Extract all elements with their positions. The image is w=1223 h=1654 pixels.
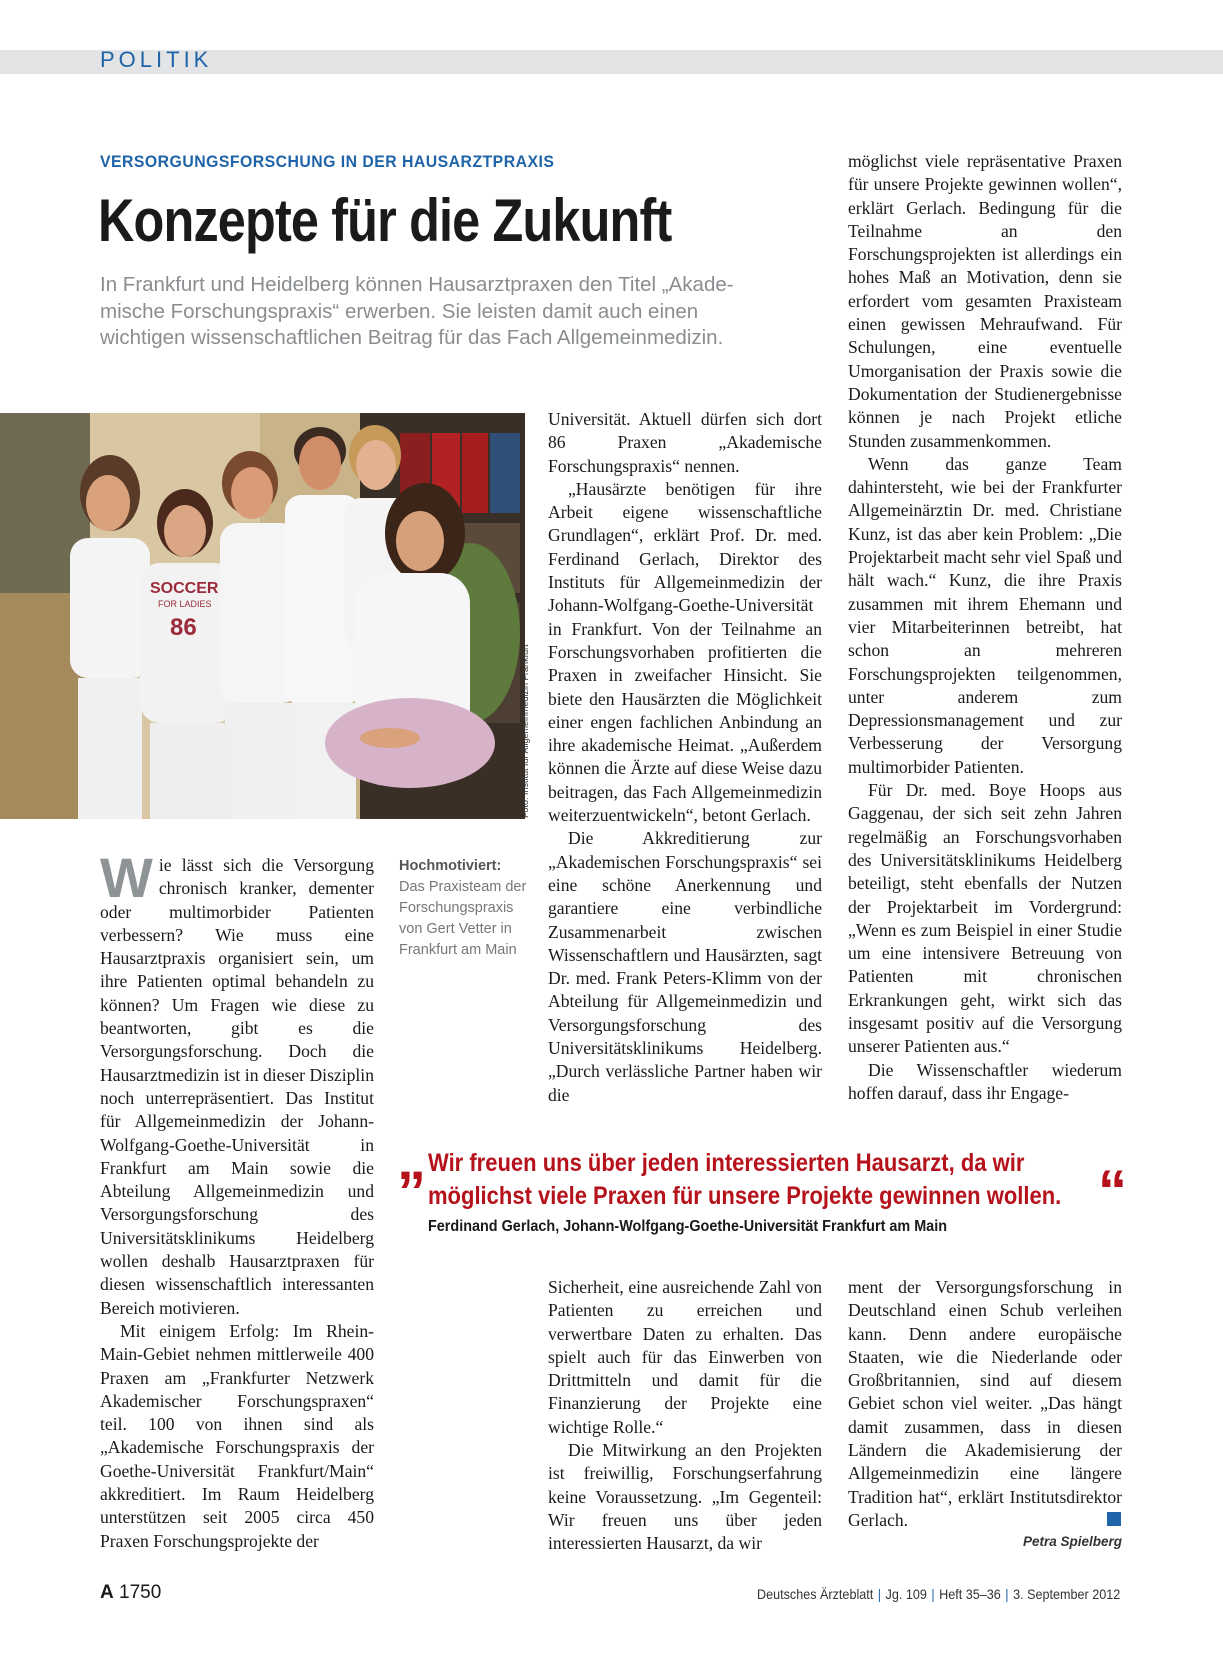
pull-quote-line: möglichst viele Praxen für unsere Projekte gewinnen wollen. (428, 1182, 1062, 1210)
journal-volume: Jg. 109 (885, 1586, 927, 1602)
drop-cap: W (100, 846, 153, 909)
caption-title: Hochmotiviert: (399, 858, 502, 874)
shirt-text: FOR LADIES (158, 599, 212, 609)
divider: | (1005, 1586, 1009, 1602)
paragraph: Sicherheit, eine ausreichende Zahl von Patienten zu erreichen und verwertbare Daten zu erhalten. Das spielt auch für das Einwerben von Drittmitteln und damit für die Finanzierung der Projekte eine wichtige Rolle.“ (548, 1277, 822, 1437)
page-number (100, 1582, 161, 1604)
divider: | (877, 1586, 882, 1602)
paragraph: ie lässt sich die Versorgung chronisch kranker, dementer oder multimorbider Patienten verbessern? Wie muss eine Hausarztpraxis organisiert sein, um ihre Patienten optimal behandeln zu können? Um Fragen wie diese zu beantworten, gibt es die Versorgungsforschung. Doch die Hausarztmedizin ist in dieser Disziplin noch unterrepräsentiert. Das Institut für Allgemeinmedizin der Johann-Wolfgang-Goethe-Universität in Frankfurt am Main sowie die Abteilung Allgemeinmedizin und Versorgungsforschung des Universitätsklinikums Heidelberg wollen deshalb Hausarztpraxen für diesen wissenschaftlich interessanten Bereich motivieren. (100, 855, 374, 1318)
author-name: Petra Spielberg (1022, 1534, 1122, 1549)
paragraph: ment der Versorgungsforschung in Deutschland einen Schub verleihen kann. Denn andere europäische Staaten, wie die Niederlande oder Großbritannien, sind auf diesem Gebiet schon viel weiter. „Das hängt damit zusammen, dass in diesen Ländern die Akademisierung der Allgemeinmedizin eine längere Tradition hat“, erklärt Institutsdirektor Gerlach. (848, 1277, 1122, 1530)
article-headline: Konzepte für die Zukunft (98, 187, 672, 254)
pull-quote (428, 1147, 1061, 1213)
quote-open-mark: „ (397, 1127, 426, 1192)
paragraph: Die Wissenschaftler wiederum hoffen darauf, dass ihr Engage- (848, 1059, 1122, 1103)
article-lead (100, 272, 830, 352)
text-column-1 (100, 846, 374, 1553)
photo-credit: Foto: Institut für Allgemeinmedizin Frankfurt (520, 644, 530, 818)
photo-caption (399, 856, 529, 961)
lead-line: In Frankfurt und Heidelberg können Hausarztpraxen den Titel „Akade- (100, 273, 734, 296)
lead-line: mische Forschungspraxis“ erwerben. Sie leisten damit auch einen (100, 299, 699, 323)
shirt-text: SOCCER (150, 580, 219, 597)
paragraph: Die Mitwirkung an den Projekten ist freiwillig, Forschungserfahrung keine Voraussetzung. „Im Gegenteil: Wir freuen uns über jeden interessierten Hausarzt, da wir (548, 1440, 822, 1554)
shirt-text: 86 (170, 614, 197, 641)
page-prefix: A (100, 1582, 114, 1603)
page-number-value: 1750 (119, 1582, 162, 1603)
journal-info (757, 1586, 1120, 1602)
divider: | (931, 1586, 935, 1602)
paragraph: möglichst viele repräsentative Praxen für unsere Projekte gewinnen wollen“, erklärt Gerlach. Bedingung für die Teilnahme an den Forschungsprojekten ist allerdings ein hohes Maß an Motivation, denn sie erfordert vom gesamten Praxisteam einen gewissen Mehraufwand. Für Schulungen, eine eventuelle Umorganisation der Praxis sowie die Dokumentation der Studienergebnisse können je nach Projekt etliche Stunden zusammenkommen. (848, 151, 1122, 451)
paragraph: Mit einigem Erfolg: Im Rhein-Main-Gebiet nehmen mittlerweile 400 Praxen am „Frankfurter Netzwerk Akademischer Forschungspraxen“ teil. 100 von ihnen sind als „Akademische Forschungspraxis der Goethe-Universität Frankfurt/Main“ akkreditiert. Im Raum Heidelberg unterstützen seit 2005 circa 450 Praxen Forschungsprojekte der (100, 1320, 374, 1551)
journal-date: 3. September 2012 (1013, 1586, 1121, 1602)
lead-line: wichtigen wissenschaftlichen Beitrag für das Fach Allgemeinmedizin. (100, 326, 724, 349)
paragraph: Wenn das ganze Team dahintersteht, wie bei der Frankfurter Allgemeinärztin Dr. med. Christiane Kunz, ist das aber kein Problem: „Die Projektarbeit macht sehr viel Spaß und hält wach.“ Kunz, die ihre Praxis zusammen mit ihrem Ehemann und vier Mitarbeiterinnen betreibt, hat schon an mehreren Forschungsprojekten teilgenommen, unter anderem zum Depressionsmanagement und zur Verbesserung der Versorgung multimorbider Patienten. (848, 453, 1122, 777)
section-label: POLITIK (100, 47, 213, 72)
journal-issue: Heft 35–36 (939, 1586, 1001, 1602)
end-square-icon (1107, 1512, 1121, 1526)
text-column-2-top (548, 408, 822, 1107)
paragraph: Die Akkreditierung zur „Akademischen Forschungspraxis“ sei eine schöne Anerkennung und garantiere eine verbindliche Zusammenarbeit zwischen Wissenschaftlern und Hausärzten, sagt Dr. med. Frank Peters-Klimm von der Abteilung für Allgemeinmedizin und Versorgungsforschung des Universitätsklinikums Heidelberg. „Durch verlässliche Partner haben wir die (548, 828, 822, 1105)
caption-text: Das Praxisteam der Forschungspraxis von Gert Vetter in Frankfurt am Main (399, 879, 527, 958)
paragraph: Universität. Aktuell dürfen sich dort 86 Praxen „Akademische Forschungspraxis“ nennen. (548, 409, 822, 476)
text-column-3-bottom (848, 1276, 1122, 1532)
quote-attribution: Ferdinand Gerlach, Johann-Wolfgang-Goethe-Universität Frankfurt am Main (428, 1218, 947, 1235)
team-photo (0, 413, 525, 819)
paragraph: Für Dr. med. Boye Hoops aus Gaggenau, der sich seit zehn Jahren regelmäßig an Forschungsvorhaben des Universitätsklinikums Heidelberg beteiligt, steht ebenfalls der Nutzen der Projektarbeit im Vordergrund: „Wenn es zum Beispiel in einer Studie um eine intensivere Betreuung von Patienten mit chronischen Erkrankungen geht, wirkt sich das insgesamt positiv auf die Versorgung unserer Patienten aus.“ (848, 780, 1122, 1057)
article-kicker: VERSORGUNGSFORSCHUNG IN DER HAUSARZTPRAXIS (100, 152, 555, 171)
pull-quote-line: Wir freuen uns über jeden interessierten Hausarzt, da wir (428, 1149, 1025, 1177)
paragraph: „Hausärzte benötigen für ihre Arbeit eigene wissenschaftliche Grundlagen“, erklärt Prof. Dr. med. Ferdinand Gerlach, Direktor des Instituts für Allgemeinmedizin der Johann-Wolfgang-Goethe-Universität in Frankfurt. Von der Teilnahme an Forschungsvorhaben profitierten die Praxen in zweifacher Hinsicht. Sie biete den Hausärzten die Möglichkeit einer engen fachlichen Anbindung an ihre akademische Heimat. „Außerdem können die Ärzte auf diese Weise dazu beitragen, das Fach Allgemeinmedizin weiterzuentwickeln“, betont Gerlach. (548, 478, 822, 826)
text-column-2-bottom (548, 1276, 822, 1556)
quote-close-mark: “ (1098, 1159, 1127, 1224)
text-column-3-top (848, 150, 1122, 1105)
journal-name: Deutsches Ärzteblatt (757, 1586, 874, 1602)
